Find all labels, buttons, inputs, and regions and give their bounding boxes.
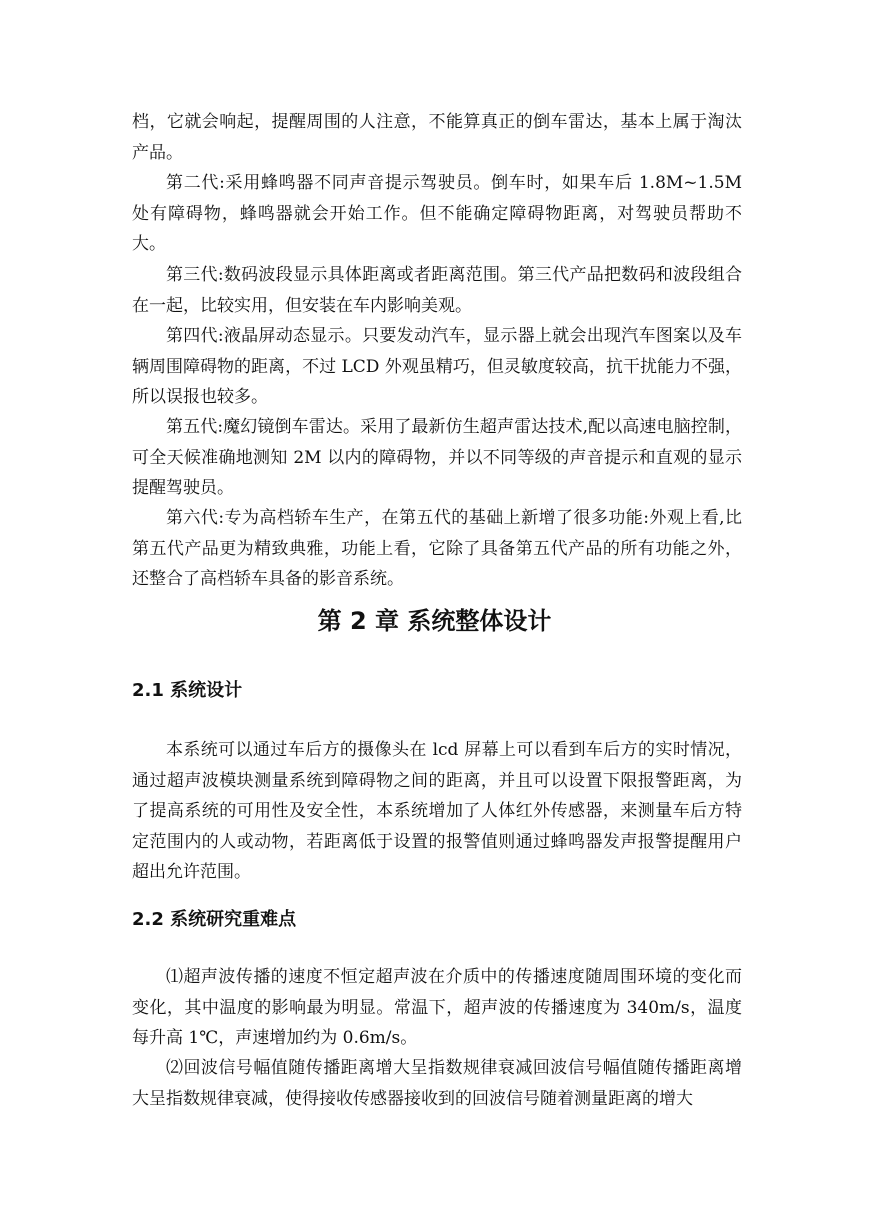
paragraph-continuation: 档，它就会响起，提醒周围的人注意，不能算真正的倒车雷达，基本上属于淘汰产品。 <box>132 112 742 163</box>
paragraph-difficulty-1: ⑴超声波传播的速度不恒定超声波在介质中的传播速度随周围环境的变化而变化，其中温度的影响最为明显。常温下，超声波的传播速度为 340m/s，温度每升高 1℃，声速增加约为 0.6m/s。 <box>132 967 742 1048</box>
paragraph-gen4: 第四代:液晶屏动态显示。只要发动汽车，显示器上就会出现汽车图案以及车辆周围障碍物的距离，不过 LCD 外观虽精巧，但灵敏度较高，抗干扰能力不强，所以误报也较多。 <box>132 326 742 407</box>
section-heading-2-1: 2.1 系统设计 <box>132 680 243 701</box>
paragraph-gen2: 第二代:采用蜂鸣器不同声音提示驾驶员。倒车时，如果车后 1.8M~1.5M 处有障碍物，蜂鸣器就会开始工作。但不能确定障碍物距离，对驾驶员帮助不大。 <box>132 173 742 254</box>
chapter-title: 第 2 章 系统整体设计 <box>317 607 552 635</box>
paragraph-system-design: 本系统可以通过车后方的摄像头在 lcd 屏幕上可以看到车后方的实时情况，通过超声波模块测量系统到障碍物之间的距离，并且可以设置下限报警距离，为了提高系统的可用性及安全性，本系统增加了人体红外传感器，来测量车后方特定范围内的人或动物，若距离低于设置的报警值则通过蜂鸣器发声报警提醒用户超出允许范围。 <box>132 740 742 882</box>
paragraph-gen6: 第六代:专为高档轿车生产，在第五代的基础上新增了很多功能:外观上看,比第五代产品更为精致典雅，功能上看，它除了具备第五代产品的所有功能之外，还整合了高档轿车具备的影音系统。 <box>132 508 742 589</box>
paragraph-gen3: 第三代:数码波段显示具体距离或者距离范围。第三代产品把数码和波段组合在一起，比较实用，但安装在车内影响美观。 <box>132 265 742 316</box>
section-heading-2-2: 2.2 系统研究重难点 <box>132 909 297 930</box>
paragraph-difficulty-2: ⑵回波信号幅值随传播距离增大呈指数规律衰减回波信号幅值随传播距离增大呈指数规律衰减，使得接收传感器接收到的回波信号随着测量距离的增大 <box>132 1058 742 1109</box>
paragraph-gen5: 第五代:魔幻镜倒车雷达。采用了最新仿生超声雷达技术,配以高速电脑控制，可全天候准确地测知 2M 以内的障碍物，并以不同等级的声音提示和直观的显示提醒驾驶员。 <box>132 417 742 498</box>
